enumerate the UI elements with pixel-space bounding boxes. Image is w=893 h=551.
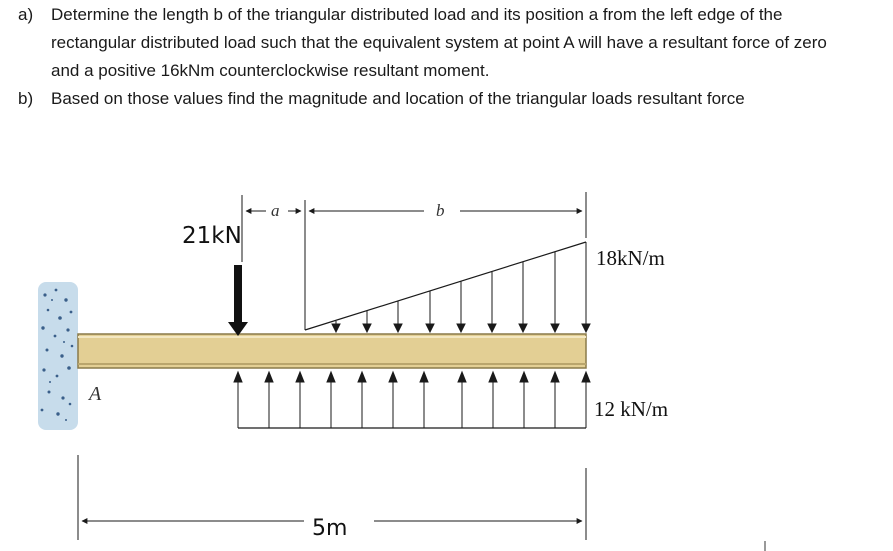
uniform-load [234, 372, 590, 428]
part-a-text: Determine the length b of the triangular distributed load and its position a from the left edge of the rectangular distributed load such that the equivalent system at point A will have a resultant force of zero and a positive 16kNm counterclockwise resultant moment. [51, 5, 827, 80]
point-load-label: 21kN [182, 223, 242, 249]
point-load-arrow [228, 265, 248, 336]
point-a-label: A [89, 383, 102, 405]
wall-support [38, 282, 78, 430]
dim-b-label: b [436, 201, 445, 220]
uniform-load-label: 12 kN/m [594, 397, 669, 421]
part-a-marker: a) [18, 5, 34, 24]
beam [78, 334, 586, 368]
part-b-marker: b) [18, 89, 34, 108]
part-b-text: Based on those values find the magnitude and location of the triangular loads resultant force [51, 89, 745, 108]
triangular-load [305, 242, 590, 332]
triangular-load-label: 18kN/m [596, 246, 665, 270]
span-label: 5m [312, 516, 348, 541]
dim-a-label: a [271, 201, 280, 220]
